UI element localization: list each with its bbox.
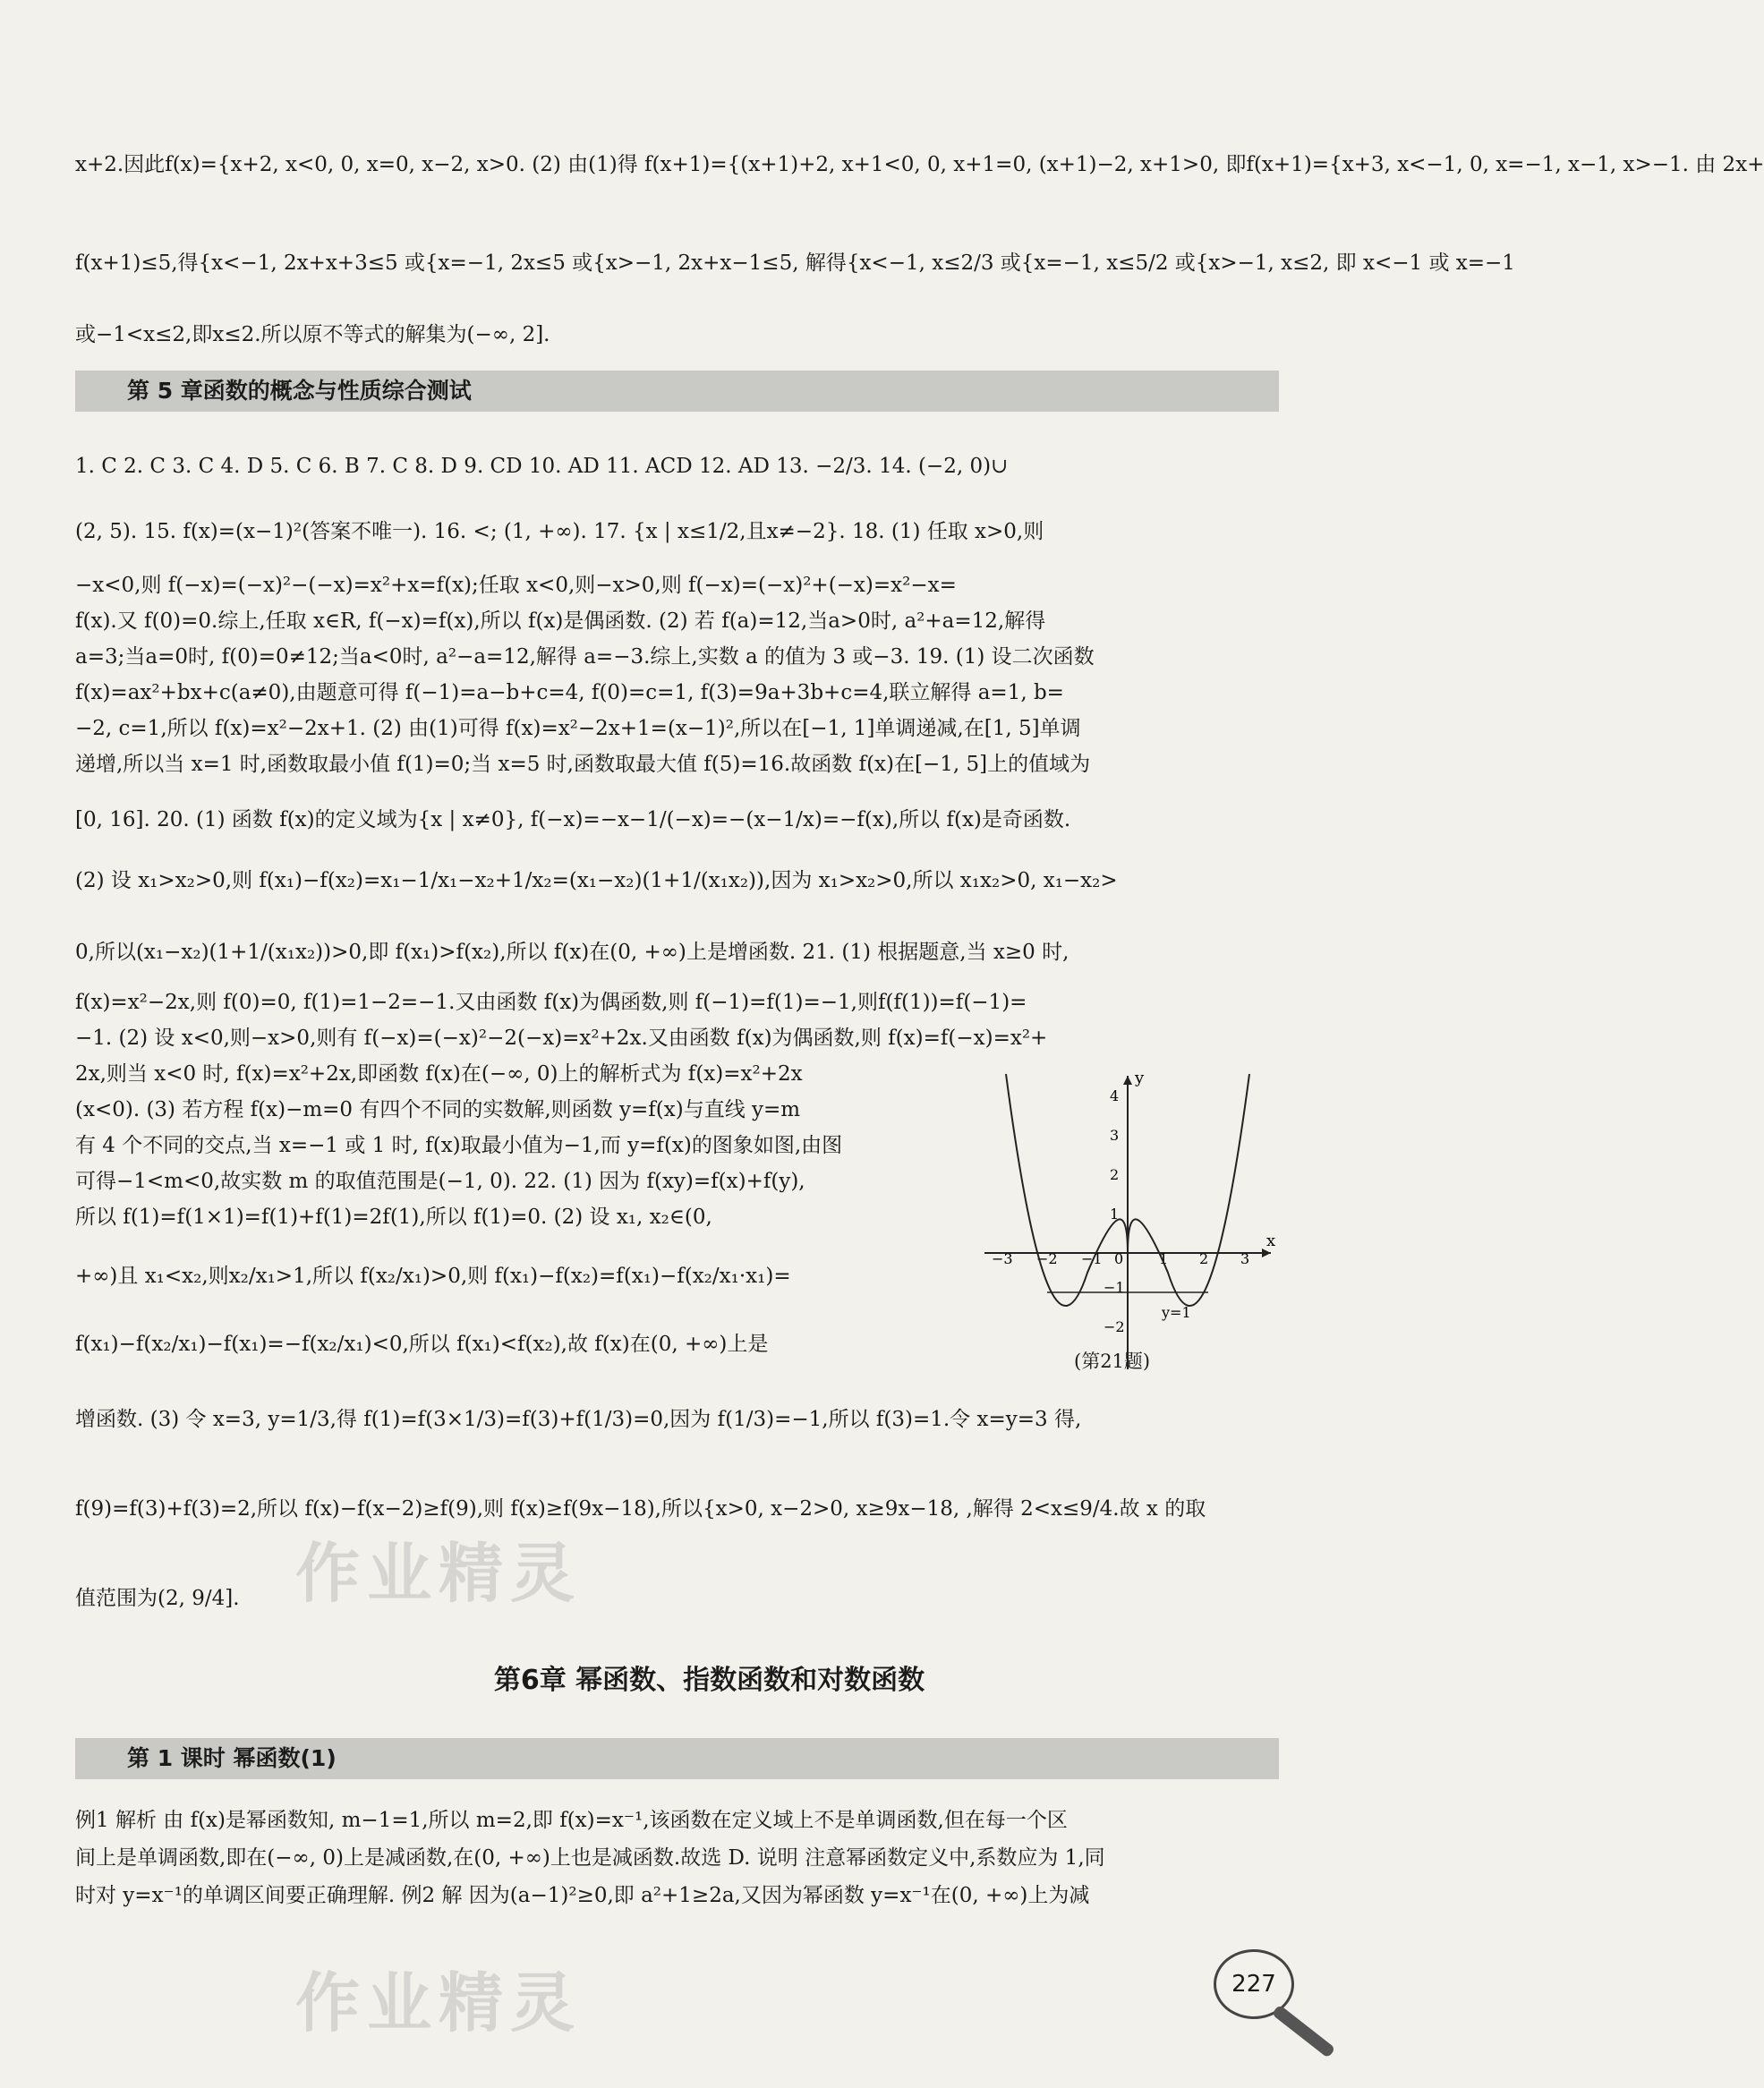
x-tick-label: −1 [1081, 1250, 1103, 1267]
page-number: 227 [1214, 1949, 1294, 2019]
x-tick-label: 3 [1240, 1250, 1250, 1267]
y-axis-label: y [1135, 1069, 1145, 1087]
text-line: −2, c=1,所以 f(x)=x²−2x+1. (2) 由(1)可得 f(x)=x²−2x+1=(x−1)²,所以在[−1, 1]单调递减,在[1, 5]单调 [75, 717, 1081, 740]
text-line: (2, 5). 15. f(x)=(x−1)²(答案不唯一). 16. <; (1, +∞). 17. {x | x≤1/2,且x≠−2}. 18. (1) 任取 x>0,则 [75, 520, 1044, 543]
x-tick-label: 0 [1114, 1250, 1124, 1267]
text-line: f(x).又 f(0)=0.综上,任取 x∈R, f(−x)=f(x),所以 f(x)是偶函数. (2) 若 f(a)=12,当a>0时, a²+a=12,解得 [75, 609, 1046, 633]
watermark: 作业精灵 [295, 1965, 583, 2041]
text-line: −x<0,则 f(−x)=(−x)²−(−x)=x²+x=f(x);任取 x<0,则−x>0,则 f(−x)=(−x)²+(−x)=x²−x= [75, 574, 957, 597]
text-line: x+2.因此f(x)={x+2, x<0, 0, x=0, x−2, x>0. (2) 由(1)得 f(x+1)={(x+1)+2, x+1<0, 0, x+1=0, (x+1)−2, x+1>0, 即f(x+1)={x+3, x<−1, 0, x=−1, x−1, x>−1. 由 2x+ [75, 153, 1764, 176]
text-line: a=3;当a=0时, f(0)=0≠12;当a<0时, a²−a=12,解得 a=−3.综上,实数 a 的值为 3 或−3. 19. (1) 设二次函数 [75, 645, 1095, 669]
text-line: 间上是单调函数,即在(−∞, 0)上是减函数,在(0, +∞)上也是减函数.故选 D. 说明 注意幂函数定义中,系数应为 1,同 [75, 1846, 1105, 1870]
text-line: (x<0). (3) 若方程 f(x)−m=0 有四个不同的实数解,则函数 y=f(x)与直线 y=m [75, 1098, 801, 1121]
text-line: 所以 f(1)=f(1×1)=f(1)+f(1)=2f(1),所以 f(1)=0. (2) 设 x₁, x₂∈(0, [75, 1206, 712, 1229]
text-line: [0, 16]. 20. (1) 函数 f(x)的定义域为{x | x≠0}, f(−x)=−x−1/(−x)=−(x−1/x)=−f(x),所以 f(x)是奇函数. [75, 808, 1071, 831]
section-header: 第 5 章函数的概念与性质综合测试 [75, 371, 1279, 412]
parabola-graph [976, 1065, 1280, 1378]
text-line: f(x)=ax²+bx+c(a≠0),由题意可得 f(−1)=a−b+c=4, f(0)=c=1, f(3)=9a+3b+c=4,联立解得 a=1, b= [75, 681, 1064, 704]
text-line: +∞)且 x₁<x₂,则x₂/x₁>1,所以 f(x₂/x₁)>0,则 f(x₁)−f(x₂)=f(x₁)−f(x₂/x₁·x₁)= [75, 1265, 791, 1288]
text-line: 2x,则当 x<0 时, f(x)=x²+2x,即函数 f(x)在(−∞, 0)上的解析式为 f(x)=x²+2x [75, 1062, 803, 1086]
text-line: f(9)=f(3)+f(3)=2,所以 f(x)−f(x−2)≥f(9),则 f(x)≥f(9x−18),所以{x>0, x−2>0, x≥9x−18, ,解得 2<x≤9/4.故 x 的取 [75, 1497, 1206, 1521]
text-line: 0,所以(x₁−x₂)(1+1/(x₁x₂))>0,即 f(x₁)>f(x₂),所以 f(x)在(0, +∞)上是增函数. 21. (1) 根据题意,当 x≥0 时, [75, 941, 1069, 964]
y-tick-label: 3 [1110, 1127, 1120, 1144]
y-tick-label: 1 [1110, 1206, 1120, 1223]
x-axis-label: x [1266, 1231, 1276, 1250]
figure-caption: (第21题) [1074, 1351, 1151, 1372]
section-header: 第 1 课时 幂函数(1) [75, 1738, 1279, 1779]
y-tick-label: 2 [1110, 1166, 1120, 1183]
magnifier-icon [1272, 2004, 1336, 2058]
x-tick-label: −2 [1036, 1250, 1058, 1267]
x-tick-label: 1 [1159, 1250, 1169, 1267]
watermark: 作业精灵 [295, 1536, 583, 1611]
y-tick-label: −1 [1104, 1279, 1125, 1296]
y-tick-label: 4 [1110, 1087, 1120, 1104]
text-line: 1. C 2. C 3. C 4. D 5. C 6. B 7. C 8. D 9. CD 10. AD 11. ACD 12. AD 13. −2/3. 14. (−2, 0)∪ [75, 455, 1009, 478]
line-label: y=1 [1162, 1304, 1191, 1321]
y-axis-arrow [1123, 1076, 1132, 1085]
text-line: 值范围为(2, 9/4]. [75, 1587, 240, 1610]
text-line: 可得−1<m<0,故实数 m 的取值范围是(−1, 0). 22. (1) 因为 f(xy)=f(x)+f(y), [75, 1170, 805, 1193]
x-tick-label: −3 [992, 1250, 1013, 1267]
text-line: 有 4 个不同的交点,当 x=−1 或 1 时, f(x)取最小值为−1,而 y=f(x)的图象如图,由图 [75, 1134, 843, 1157]
text-line: −1. (2) 设 x<0,则−x>0,则有 f(−x)=(−x)²−2(−x)=x²+2x.又由函数 f(x)为偶函数,则 f(x)=f(−x)=x²+ [75, 1027, 1048, 1050]
chapter-title: 第6章 幂函数、指数函数和对数函数 [493, 1665, 925, 1696]
text-line: f(x₁)−f(x₂/x₁)−f(x₁)=−f(x₂/x₁)<0,所以 f(x₁)<f(x₂),故 f(x)在(0, +∞)上是 [75, 1333, 769, 1356]
x-tick-label: 2 [1199, 1250, 1209, 1267]
text-line: 增函数. (3) 令 x=3, y=1/3,得 f(1)=f(3×1/3)=f(3)+f(1/3)=0,因为 f(1/3)=−1,所以 f(3)=1.令 x=y=3 得, [75, 1408, 1082, 1431]
y-tick-label: −2 [1104, 1318, 1125, 1335]
text-line: f(x)=x²−2x,则 f(0)=0, f(1)=1−2=−1.又由函数 f(x)为偶函数,则 f(−1)=f(1)=−1,则f(f(1))=f(−1)= [75, 991, 1027, 1014]
text-line: f(x+1)≤5,得{x<−1, 2x+x+3≤5 或{x=−1, 2x≤5 或{x>−1, 2x+x−1≤5, 解得{x<−1, x≤2/3 或{x=−1, x≤5/2 或{x>−1, x≤2, 即 x<−1 或 x=−1 [75, 251, 1515, 275]
text-line: 递增,所以当 x=1 时,函数取最小值 f(1)=0;当 x=5 时,函数取最大值 f(5)=16.故函数 f(x)在[−1, 5]上的值域为 [75, 753, 1091, 776]
text-line: 时对 y=x⁻¹的单调区间要正确理解. 例2 解 因为(a−1)²≥0,即 a²+1≥2a,又因为幂函数 y=x⁻¹在(0, +∞)上为减 [75, 1884, 1090, 1907]
text-line: 例1 解析 由 f(x)是幂函数知, m−1=1,所以 m=2,即 f(x)=x⁻¹,该函数在定义域上不是单调函数,但在每一个区 [75, 1809, 1068, 1832]
text-line: 或−1<x≤2,即x≤2.所以原不等式的解集为(−∞, 2]. [75, 323, 550, 346]
text-line: (2) 设 x₁>x₂>0,则 f(x₁)−f(x₂)=x₁−1/x₁−x₂+1/x₂=(x₁−x₂)(1+1/(x₁x₂)),因为 x₁>x₂>0,所以 x₁x₂>0, x₁−x₂> [75, 869, 1118, 892]
